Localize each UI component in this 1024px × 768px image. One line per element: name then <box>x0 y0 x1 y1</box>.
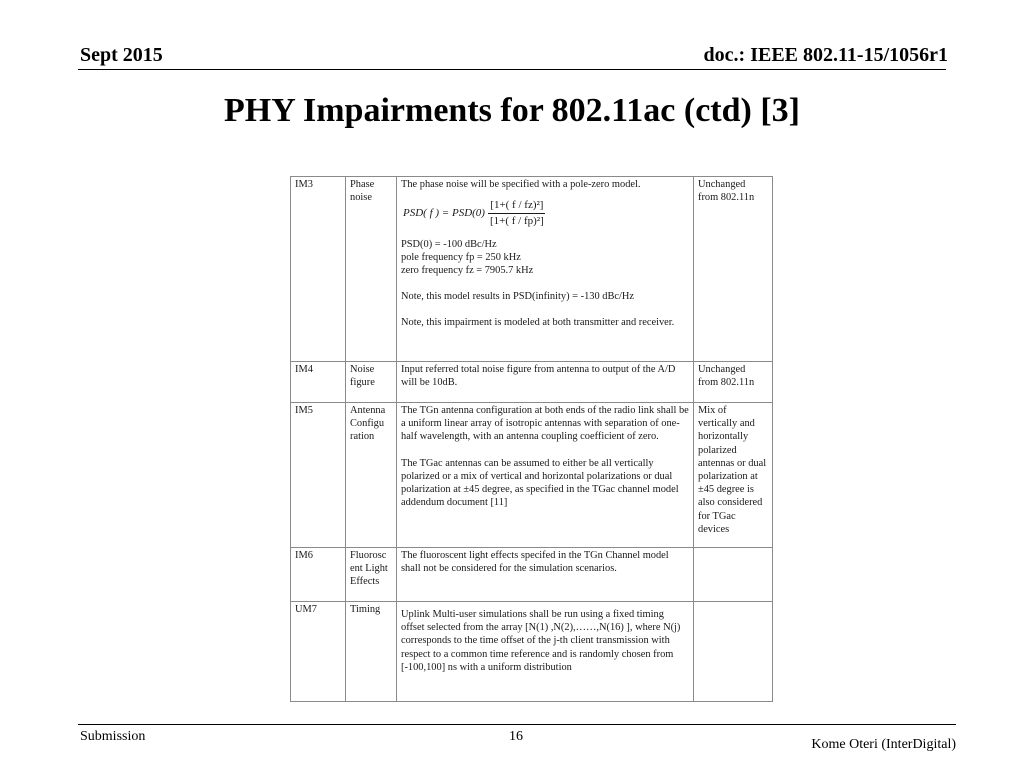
table-row <box>291 177 773 362</box>
row-description: The TGn antenna configuration at both ends of the radio link shall be a uniform linear array of isotropic antennas with separation of one-half wavelength, with an antenna coupling coefficient of zero. The TGac antennas can be assumed to either be all vertically polarized or a mix of vertical and horizontal polarizations or dual polarization at ±45 degree, as specified in the TGac channel model addendum document [11] <box>397 403 694 548</box>
formula-numerator: [1+( f / fz)²] <box>488 199 545 214</box>
row-id: IM5 <box>291 403 346 548</box>
footer-author: Kome Oteri (InterDigital) <box>811 737 956 752</box>
slide-title: PHY Impairments for 802.11ac (ctd) [3] <box>223 92 800 129</box>
footer-submission: Submission <box>80 729 146 744</box>
row-id: IM4 <box>291 362 346 403</box>
page-number: 16 <box>509 729 523 744</box>
row-status <box>694 602 773 702</box>
row-status <box>694 548 773 602</box>
row-name: Phase noise <box>346 177 397 362</box>
table-row <box>291 602 773 702</box>
row-name: Fluorosc ent Light Effects <box>346 548 397 602</box>
header-doc-id: doc.: IEEE 802.11-15/1056r1 <box>703 44 948 66</box>
row-description: The phase noise will be specified with a pole-zero model. PSD( f ) = PSD(0) $\frac{\text{[1+( f / fz)²]}}{\text{[1+( f / fp)²]}}$ PSD(0) = -100 dBc/Hz pole frequency fp = 250 kHz zero frequency fz = 7905.7 kHz Note, this model results in PSD(infinity) = -130 dBc/Hz Note, this impairment is modeled at both transmitter and receiver. <box>397 177 694 362</box>
row-name: Antenna Configu ration <box>346 403 397 548</box>
row-description: Input referred total noise figure from antenna to output of the A/D will be 10dB. <box>397 362 694 403</box>
row-status: Unchanged from 802.11n <box>694 362 773 403</box>
formula-fraction <box>488 199 546 228</box>
footer-divider <box>78 724 956 725</box>
row-status: Unchanged from 802.11n <box>694 177 773 362</box>
impairments-table <box>290 176 773 702</box>
table-row <box>291 548 773 602</box>
phase-noise-formula <box>403 199 689 228</box>
row-description: Uplink Multi-user simulations shall be run using a fixed timing offset selected from the array [N(1) ,N(2),……,N(16) ], where N(j) corresponds to the time offset of the j-th client transmission with respect to a common time reference and is randomly chosen from [-100,100] ns with a uniform distribution <box>397 602 694 702</box>
formula-denominator: [1+( f / fp)²] <box>489 215 544 228</box>
row-name: Noise figure <box>346 362 397 403</box>
row-name: Timing <box>346 602 397 702</box>
row-id: IM6 <box>291 548 346 602</box>
row-id: IM3 <box>291 177 346 362</box>
row-description: The fluoroscent light effects specifed in the TGn Channel model shall not be considered for the simulation scenarios. <box>397 548 694 602</box>
table-row <box>291 403 773 548</box>
row-status: Mix of vertically and horizontally polarized antennas or dual polarization at ±45 degree is also considered for TGac devices <box>694 403 773 548</box>
table-row <box>291 362 773 403</box>
header-divider <box>78 69 946 70</box>
header-date: Sept 2015 <box>80 44 163 66</box>
formula-lhs: PSD( f ) = PSD(0) <box>403 207 485 220</box>
row-id: UM7 <box>291 602 346 702</box>
